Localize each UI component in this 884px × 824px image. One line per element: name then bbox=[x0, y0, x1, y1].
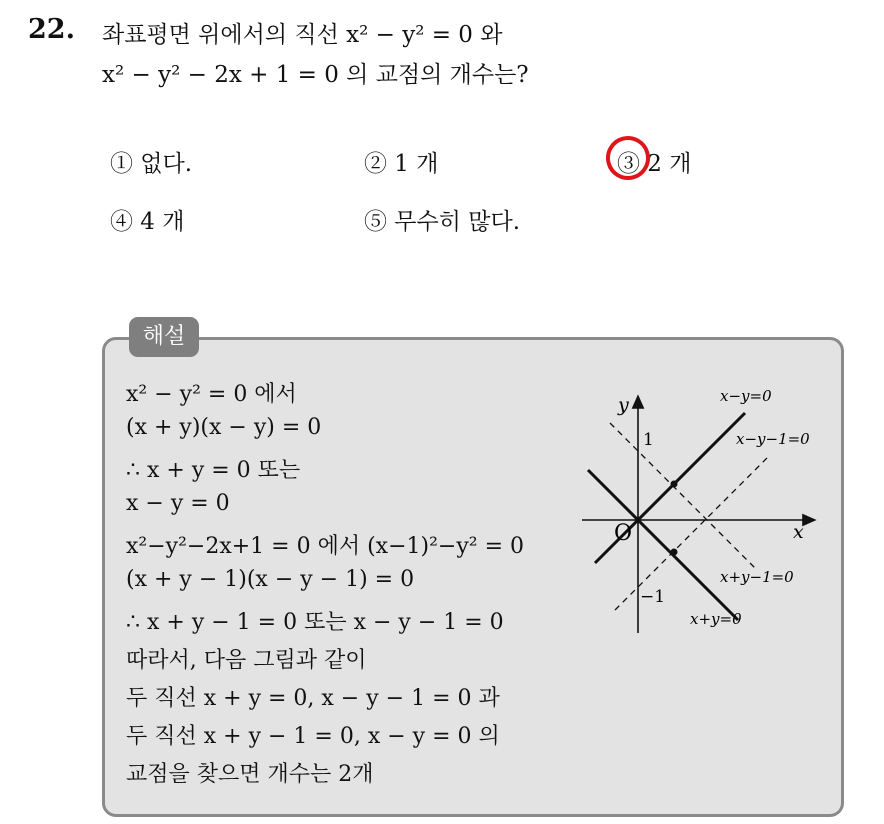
question-text-line-1: 좌표평면 위에서의 직선 x² − y² = 0 와 bbox=[102, 22, 503, 48]
choice-4[interactable]: ④ 4 개 bbox=[110, 209, 185, 235]
coordinate-graph bbox=[580, 378, 830, 638]
intersection-point-1 bbox=[671, 481, 678, 488]
choice-1[interactable]: ① 없다. bbox=[110, 151, 193, 177]
line-x-plus-y-minus-1 bbox=[610, 423, 755, 568]
solution-tab: 해설 bbox=[129, 317, 199, 357]
tick-label-1: 1 bbox=[643, 430, 654, 450]
choice-3[interactable]: ③ 2 개 bbox=[617, 151, 692, 177]
solution-line-3: ∴ x + y = 0 또는 bbox=[126, 458, 301, 483]
solution-line-6: (x + y − 1)(x − y − 1) = 0 bbox=[126, 567, 415, 592]
solution-line-11: 교점을 찾으면 개수는 2개 bbox=[126, 762, 374, 787]
question-text-line-2: x² − y² − 2x + 1 = 0 의 교점의 개수는? bbox=[102, 62, 529, 88]
x-axis-label: x bbox=[793, 521, 804, 543]
solution-line-7: ∴ x + y − 1 = 0 또는 x − y − 1 = 0 bbox=[126, 610, 504, 635]
solution-line-1: x² − y² = 0 에서 bbox=[126, 382, 297, 407]
solution-line-8: 따라서, 다음 그림과 같이 bbox=[126, 648, 367, 673]
solution-line-4: x − y = 0 bbox=[126, 491, 230, 516]
choice-2[interactable]: ② 1 개 bbox=[364, 151, 439, 177]
label-x-minus-y: x−y=0 bbox=[720, 387, 772, 405]
origin-label: O bbox=[614, 521, 633, 546]
question-number: 22. bbox=[28, 14, 75, 45]
label-x-minus-y-minus-1: x−y−1=0 bbox=[736, 430, 810, 448]
tick-label-neg-1: −1 bbox=[640, 587, 666, 607]
solution-line-2: (x + y)(x − y) = 0 bbox=[126, 415, 322, 440]
label-x-plus-y-minus-1: x+y−1=0 bbox=[720, 568, 794, 586]
y-axis-label: y bbox=[618, 394, 629, 416]
solution-line-5: x²−y²−2x+1 = 0 에서 (x−1)²−y² = 0 bbox=[126, 534, 525, 559]
solution-line-9: 두 직선 x + y = 0, x − y − 1 = 0 과 bbox=[126, 686, 500, 711]
solution-line-10: 두 직선 x + y − 1 = 0, x − y = 0 의 bbox=[126, 724, 500, 749]
intersection-point-2 bbox=[671, 549, 678, 556]
label-x-plus-y: x+y=0 bbox=[690, 610, 742, 628]
choice-5[interactable]: ⑤ 무수히 많다. bbox=[364, 209, 521, 235]
